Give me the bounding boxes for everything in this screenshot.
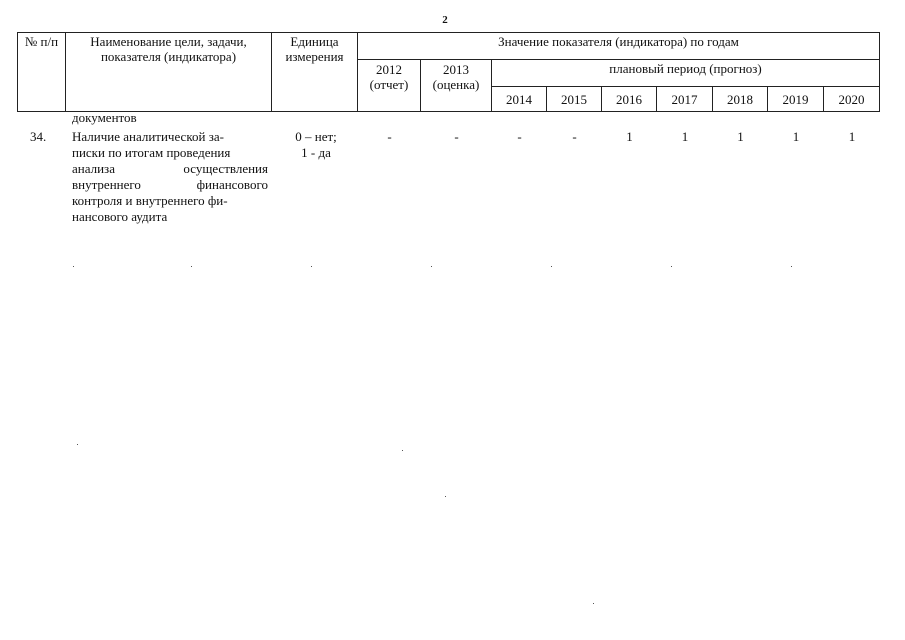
value-2013: - [454, 129, 459, 144]
header-year-2016: 2016 [602, 87, 657, 112]
value-2014: - [517, 129, 522, 144]
value-2019: 1 [792, 129, 800, 144]
indicator-name-line: Наличие аналитической за- [72, 129, 224, 144]
header-year-2014: 2014 [492, 87, 547, 112]
indicator-unit [268, 129, 364, 161]
value-2012: - [387, 129, 392, 144]
scan-speck [551, 266, 552, 267]
scan-speck [402, 450, 403, 451]
value-2018: 1 [737, 129, 744, 144]
scan-speck [791, 266, 792, 267]
indicator-name-line: анализа осуществления [72, 161, 268, 176]
value-2016: 1 [626, 129, 633, 144]
header-year-2019: 2019 [768, 87, 824, 112]
header-year-2015: 2015 [547, 87, 602, 112]
scan-speck [593, 603, 594, 604]
scan-speck [445, 496, 446, 497]
header-year-2012: 2012 (отчет) [358, 60, 421, 112]
header-year-2018: 2018 [713, 87, 768, 112]
scan-speck [311, 266, 312, 267]
value-2015: - [572, 129, 577, 144]
indicator-name-line: внутреннего финансового [72, 177, 268, 192]
indicator-name-line: писки по итогам проведения [72, 145, 231, 160]
scan-speck [191, 266, 192, 267]
value-2020: 1 [848, 129, 856, 144]
scan-speck [431, 266, 432, 267]
header-name-cell: Наименование цели, задачи, показателя (индикатора) [66, 33, 272, 112]
continuation-text: документов [72, 110, 137, 125]
indicator-unit-line: 0 – нет; [295, 129, 337, 144]
header-year-2013: 2013 (оценка) [421, 60, 492, 112]
header-planned-period: плановый период (прогноз) [492, 60, 880, 87]
page-number: 2 [442, 14, 448, 26]
row-number: 34. [30, 129, 47, 144]
header-unit-cell: Единица измерения [272, 33, 358, 112]
indicator-name [72, 129, 268, 225]
indicator-name-line: нансового аудита [72, 209, 168, 224]
scan-speck [671, 266, 672, 267]
indicator-unit-line: 1 - да [301, 145, 331, 160]
scan-speck [73, 266, 74, 267]
header-year-2020: 2020 [824, 87, 880, 112]
value-2017: 1 [681, 129, 689, 144]
indicator-name-line: контроля и внутреннего фи- [72, 193, 228, 208]
indicator-table-header [17, 32, 880, 112]
scan-speck [77, 444, 78, 445]
header-number-cell: № п/п [18, 33, 66, 112]
header-values-group: Значение показателя (индикатора) по годам [358, 33, 880, 60]
header-year-2017: 2017 [657, 87, 713, 112]
